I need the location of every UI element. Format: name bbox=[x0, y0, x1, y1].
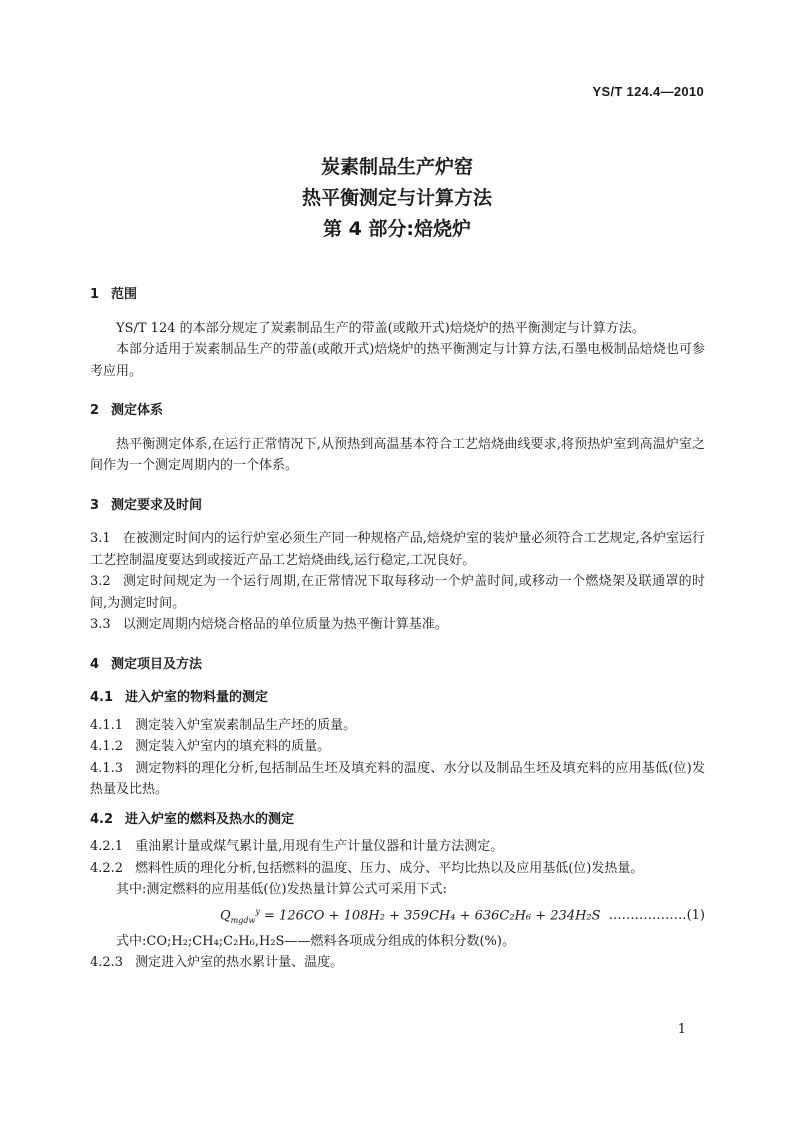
section-title: 测定项目及方法 bbox=[111, 656, 203, 672]
section-2-heading bbox=[90, 400, 705, 422]
clause-item: 4.2.2 燃料性质的理化分析,包括燃料的温度、压力、成分、平均比热以及应用基低(位)发热量。 bbox=[90, 860, 644, 876]
formula-1 bbox=[90, 901, 705, 931]
clause-item: 3.1 在被测定时间内的运行炉室必须生产同一种规格产品,焙烧炉室的装炉量必须符合工艺规定,各炉室运行工艺控制温度要达到或接近产品工艺焙烧曲线,运行稳定,工况良好。 bbox=[90, 531, 705, 568]
paragraph: 热平衡测定体系,在运行正常情况下,从预热到高温基本符合工艺焙烧曲线要求,将预热炉室到高温炉室之间作为一个测定周期内的一个体系。 bbox=[90, 436, 705, 473]
formula-reference: ………………(1) bbox=[608, 907, 705, 923]
section-3-heading bbox=[90, 495, 705, 517]
subsection-4-2-heading: 4.2 进入炉室的燃料及热水的测定 bbox=[90, 811, 295, 827]
section-number: 4 bbox=[90, 656, 100, 672]
title-line-1: 炭素制品生产炉窑 bbox=[320, 156, 473, 178]
section-1-heading bbox=[90, 284, 705, 306]
section-number: 1 bbox=[90, 287, 100, 302]
clause-item: 3.3 以测定周期内焙烧合格品的单位质量为热平衡计算基准。 bbox=[90, 617, 448, 632]
section-title: 测定要求及时间 bbox=[111, 497, 203, 513]
formula-intro: 其中:测定燃料的应用基低(位)发热量计算公式可采用下式: bbox=[116, 882, 447, 897]
clause-item: 4.1.2 测定装入炉室内的填充料的质量。 bbox=[90, 739, 331, 754]
clause-item: 4.1.3 测定物料的理化分析,包括制品生坯及填充料的温度、水分以及制品生坯及填充料的应用基低(位)发热量及比热。 bbox=[90, 760, 705, 797]
document-body bbox=[90, 284, 705, 974]
clause-item: 3.2 测定时间规定为一个运行周期,在正常情况下取每移动一个炉盖时间,或移动一个燃烧架及联通罩的时间,为测定时间。 bbox=[90, 574, 705, 611]
clause-item: 4.2.3 测定进入炉室的热水累计量、温度。 bbox=[90, 955, 344, 971]
formula-note: 式中:CO;H₂;CH₄;C₂H₆,H₂S——燃料各项成分组成的体积分数(%)。 bbox=[116, 933, 515, 949]
document-title bbox=[0, 152, 794, 245]
title-line-3: 第 4 部分:焙烧炉 bbox=[322, 218, 472, 240]
paragraph: YS/T 124 的本部分规定了炭素制品生产的带盖(或敞开式)焙烧炉的热平衡测定与计算方法。 bbox=[116, 320, 645, 336]
section-number: 2 bbox=[90, 403, 100, 418]
clause-item: 4.1.1 测定装入炉室炭素制品生产坯的质量。 bbox=[90, 717, 357, 733]
section-number: 3 bbox=[90, 497, 100, 513]
clause-item: 4.2.1 重油累计量或煤气累计量,用现有生产计量仪器和计量方法测定。 bbox=[90, 839, 504, 854]
section-title: 范围 bbox=[111, 287, 138, 302]
subsection-4-1-heading: 4.1 进入炉室的物料量的测定 bbox=[90, 690, 269, 705]
title-line-2: 热平衡测定与计算方法 bbox=[301, 187, 492, 209]
paragraph: 本部分适用于炭素制品生产的带盖(或敞开式)焙烧炉的热平衡测定与计算方法,石墨电极制品焙烧也可参考应用。 bbox=[90, 342, 705, 379]
section-4-heading bbox=[90, 654, 705, 676]
section-title: 测定体系 bbox=[111, 403, 164, 418]
page-number: 1 bbox=[677, 1022, 686, 1037]
standard-code: YS/T 124.4—2010 bbox=[592, 84, 704, 99]
formula-expression: $Q_{mgdw}^y = 126CO + 108H_2 + 359CH_4 + 636C_2H_6 + 234H_2S$ bbox=[220, 906, 601, 925]
